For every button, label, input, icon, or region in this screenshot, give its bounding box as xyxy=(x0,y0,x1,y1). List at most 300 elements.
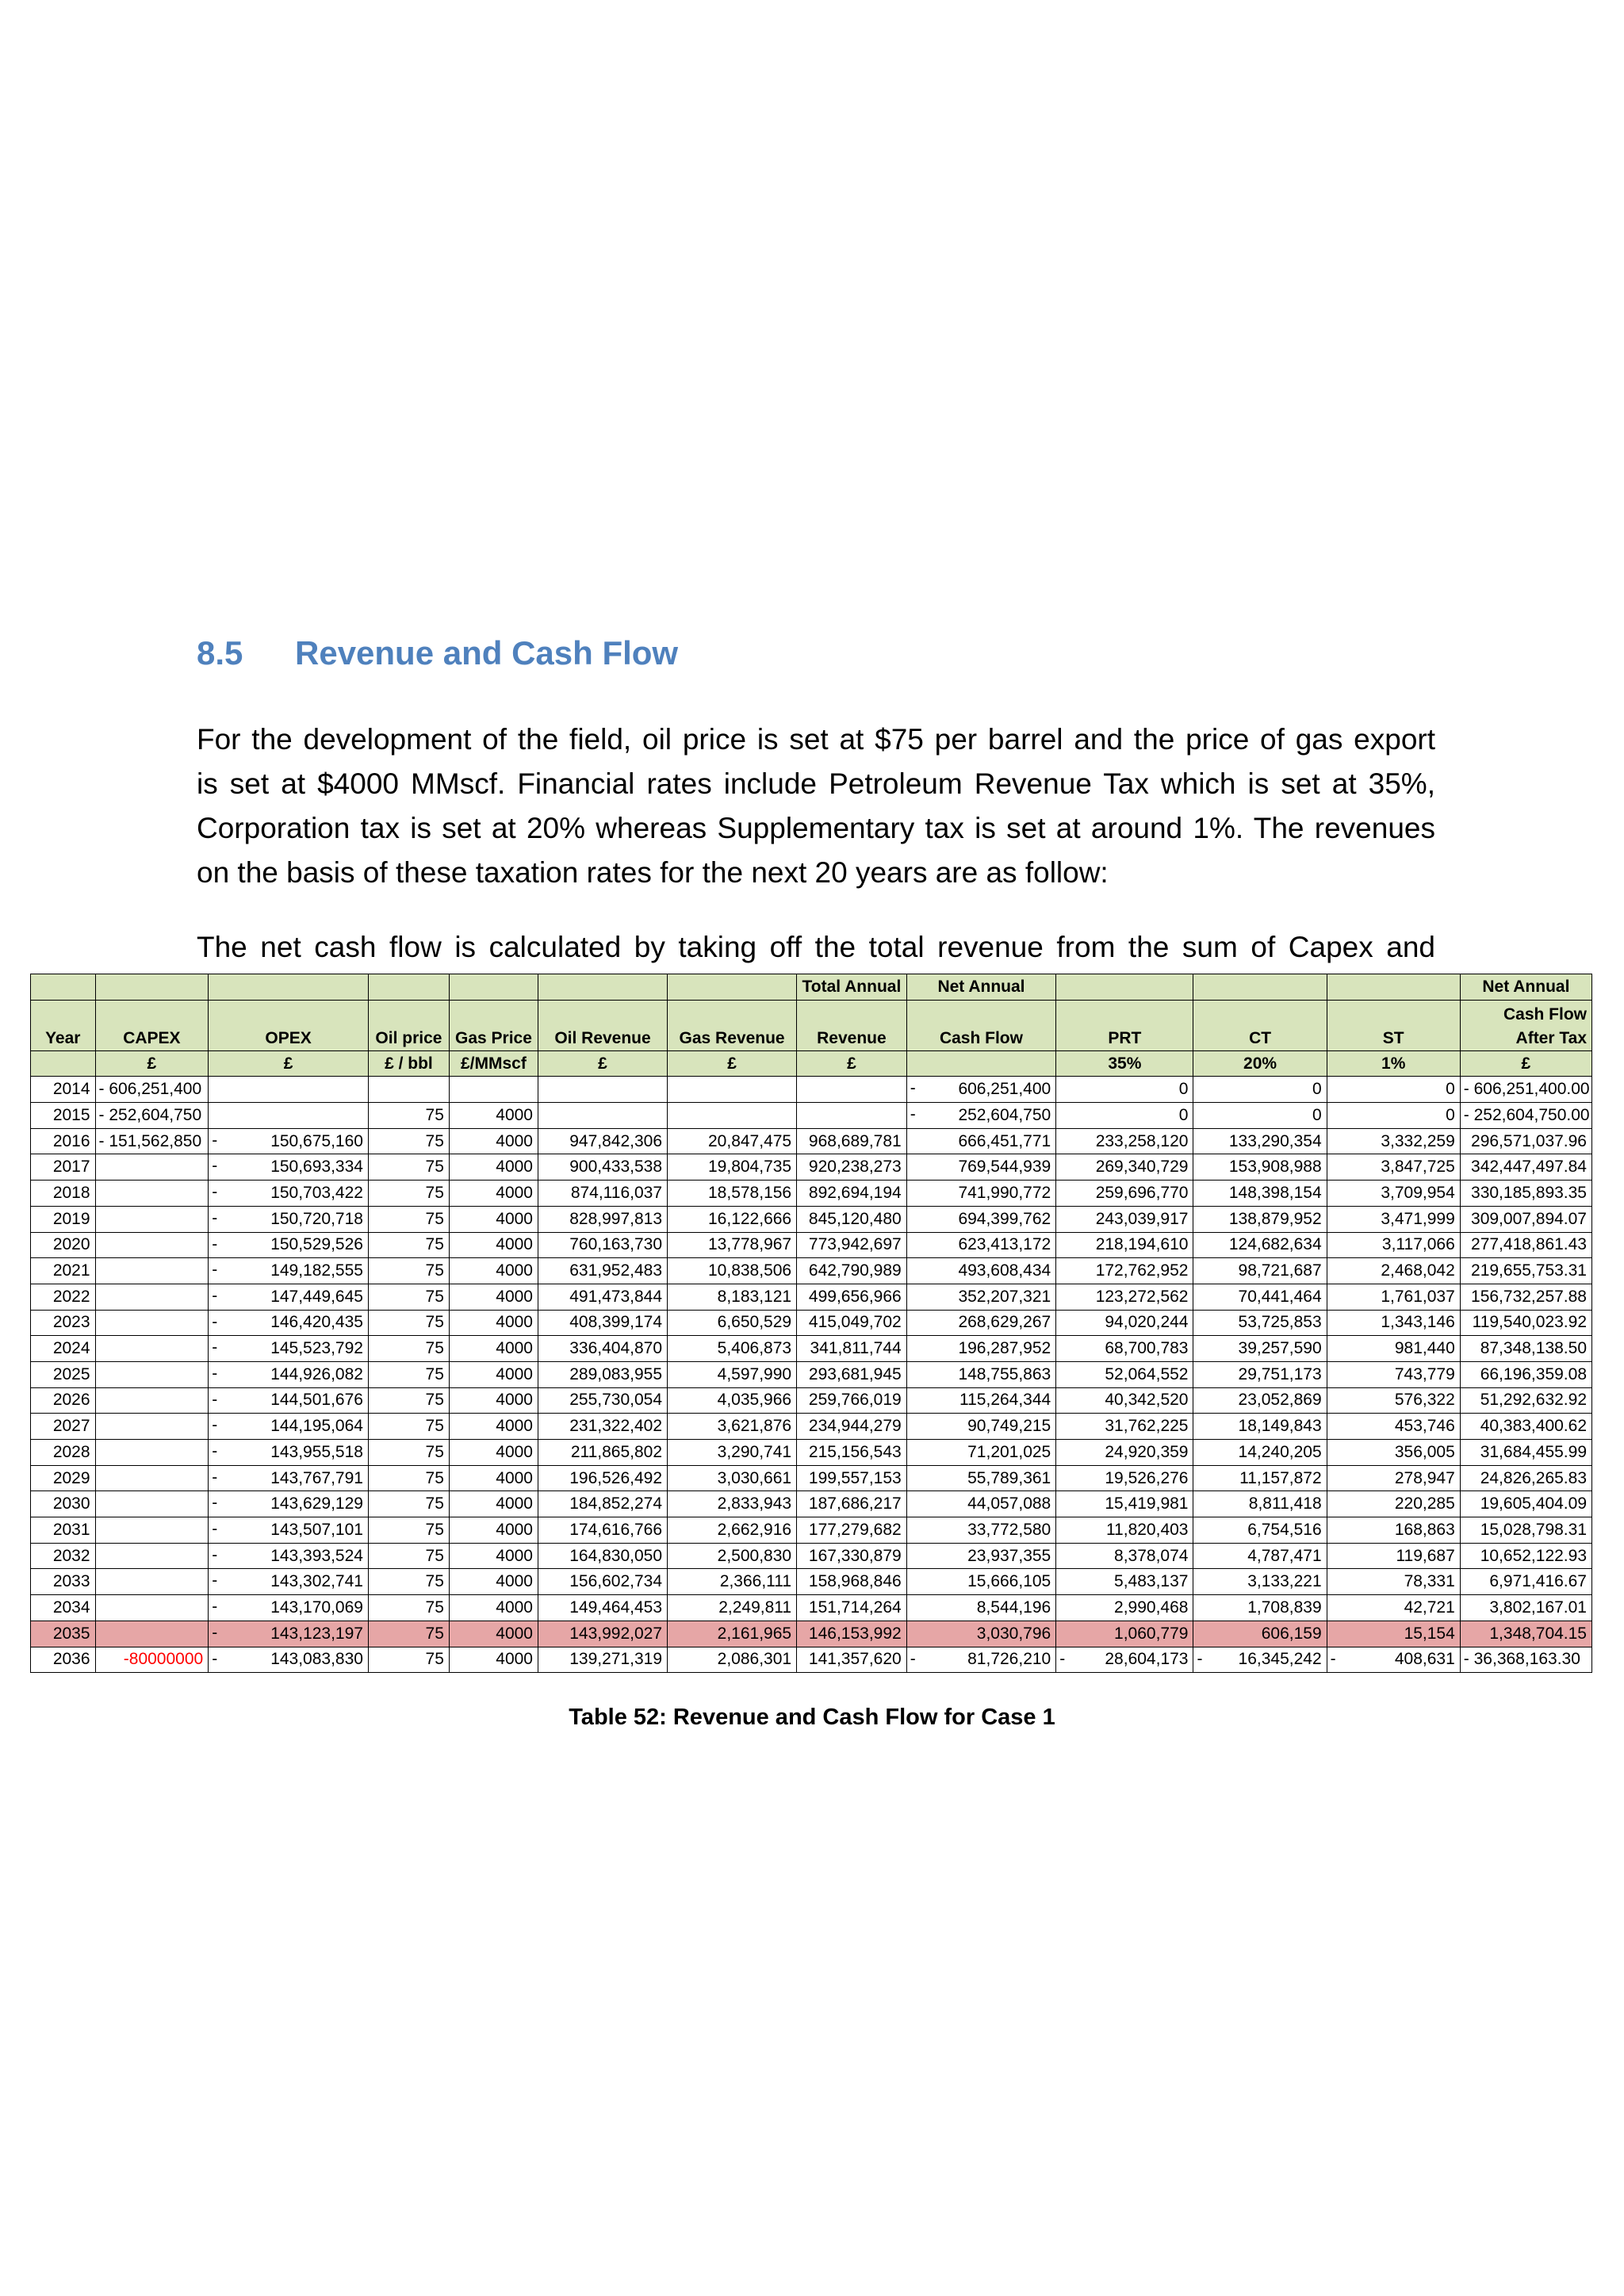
minus-sign: - xyxy=(212,1598,218,1617)
table-cell: 13,778,967 xyxy=(668,1232,797,1258)
table-cell: 75 xyxy=(368,1361,449,1387)
table-cell: 269,340,729 xyxy=(1056,1154,1193,1181)
minus-sign: - xyxy=(910,1079,916,1098)
header-cell: £ xyxy=(95,1050,209,1077)
table-cell: 947,842,306 xyxy=(538,1128,667,1154)
table-cell: 164,830,050 xyxy=(538,1543,667,1569)
table-cell: 278,947 xyxy=(1327,1465,1460,1491)
table-cell: 220,285 xyxy=(1327,1491,1460,1517)
table-cell: 892,694,194 xyxy=(797,1181,907,1207)
cell-value: 252,604,750 xyxy=(958,1105,1051,1124)
table-cell xyxy=(95,1414,209,1440)
table-cell: 920,238,273 xyxy=(797,1154,907,1181)
table-cell: 4000 xyxy=(449,1206,538,1232)
table-row xyxy=(31,1595,1592,1621)
table-cell: 2,366,111 xyxy=(668,1569,797,1595)
table-cell: 119,540,023.92 xyxy=(1460,1310,1591,1336)
table-cell: 0 xyxy=(1193,1103,1327,1129)
cell-value: 28,604,173 xyxy=(1105,1650,1189,1669)
minus-sign: - xyxy=(212,1571,218,1590)
table-cell: 2017 xyxy=(31,1154,96,1181)
table-cell: 156,602,734 xyxy=(538,1569,667,1595)
table-cell: 66,196,359.08 xyxy=(1460,1361,1591,1387)
table-cell xyxy=(95,1258,209,1284)
table-cell xyxy=(209,1284,369,1310)
table-cell: 123,272,562 xyxy=(1056,1284,1193,1310)
table-cell: 491,473,844 xyxy=(538,1284,667,1310)
table-cell: 2034 xyxy=(31,1595,96,1621)
cell-value: 143,123,197 xyxy=(270,1624,363,1643)
table-cell xyxy=(797,1103,907,1129)
table-cell: 415,049,702 xyxy=(797,1310,907,1336)
table-cell: 75 xyxy=(368,1284,449,1310)
minus-sign: - xyxy=(212,1364,218,1383)
table-cell: 44,057,088 xyxy=(906,1491,1056,1517)
table-cell: 1,708,839 xyxy=(1193,1595,1327,1621)
table-cell xyxy=(209,1181,369,1207)
table-cell xyxy=(209,1543,369,1569)
cell-value: 143,393,524 xyxy=(270,1546,363,1565)
table-cell: 218,194,610 xyxy=(1056,1232,1193,1258)
minus-sign: - xyxy=(212,1390,218,1409)
table-cell: 4000 xyxy=(449,1595,538,1621)
minus-sign: - xyxy=(212,1312,218,1331)
table-cell: 139,271,319 xyxy=(538,1647,667,1673)
header-cell xyxy=(906,1050,1056,1077)
table-cell: 18,578,156 xyxy=(668,1181,797,1207)
table-cell: 23,052,869 xyxy=(1193,1387,1327,1414)
table-cell xyxy=(209,1595,369,1621)
table-cell: 75 xyxy=(368,1647,449,1673)
revenue-cashflow-table xyxy=(30,974,1592,1673)
table-cell: 694,399,762 xyxy=(906,1206,1056,1232)
header-cell xyxy=(1056,974,1193,1001)
cell-value: 144,501,676 xyxy=(270,1391,363,1410)
table-cell xyxy=(209,1077,369,1103)
table-cell xyxy=(95,1387,209,1414)
minus-sign: - xyxy=(212,1338,218,1357)
cell-value: 143,629,129 xyxy=(270,1494,363,1513)
table-row xyxy=(31,1206,1592,1232)
header-cell: £ / bbl xyxy=(368,1050,449,1077)
table-row xyxy=(31,1647,1592,1673)
table-cell: 3,802,167.01 xyxy=(1460,1595,1591,1621)
header-cell: CT xyxy=(1193,1000,1327,1050)
table-cell xyxy=(95,1336,209,1362)
header-cell: Oil Revenue xyxy=(538,1000,667,1050)
table-cell: 133,290,354 xyxy=(1193,1128,1327,1154)
table-cell: 75 xyxy=(368,1621,449,1647)
table-cell: 336,404,870 xyxy=(538,1336,667,1362)
table-cell: 5,483,137 xyxy=(1056,1569,1193,1595)
table-cell: 4000 xyxy=(449,1465,538,1491)
table-cell: 167,330,879 xyxy=(797,1543,907,1569)
header-cell xyxy=(1327,974,1460,1001)
table-cell: 499,656,966 xyxy=(797,1284,907,1310)
table-cell: 172,762,952 xyxy=(1056,1258,1193,1284)
table-cell: 211,865,802 xyxy=(538,1440,667,1466)
header-cell xyxy=(368,974,449,1001)
table-cell: 8,811,418 xyxy=(1193,1491,1327,1517)
table-cell xyxy=(449,1077,538,1103)
table-cell: 75 xyxy=(368,1543,449,1569)
table-cell: 341,811,744 xyxy=(797,1336,907,1362)
table-cell: 199,557,153 xyxy=(797,1465,907,1491)
minus-sign: - xyxy=(910,1105,916,1124)
table-cell xyxy=(209,1232,369,1258)
table-cell: 18,149,843 xyxy=(1193,1414,1327,1440)
minus-sign: - xyxy=(212,1545,218,1564)
table-cell: 2035 xyxy=(31,1621,96,1647)
table-cell xyxy=(95,1491,209,1517)
table-row xyxy=(31,1440,1592,1466)
header-cell: ST xyxy=(1327,1000,1460,1050)
table-cell: 52,064,552 xyxy=(1056,1361,1193,1387)
table-cell xyxy=(95,1517,209,1544)
table-cell: - 606,251,400 xyxy=(95,1077,209,1103)
table-cell: 2036 xyxy=(31,1647,96,1673)
table-cell: 11,157,872 xyxy=(1193,1465,1327,1491)
table-cell xyxy=(209,1258,369,1284)
table-cell: 0 xyxy=(1056,1077,1193,1103)
table-cell xyxy=(368,1077,449,1103)
table-cell: 75 xyxy=(368,1595,449,1621)
table-cell: 75 xyxy=(368,1569,449,1595)
table-cell xyxy=(95,1206,209,1232)
header-cell xyxy=(209,974,369,1001)
section-heading xyxy=(197,634,678,672)
table-cell: 119,687 xyxy=(1327,1543,1460,1569)
table-cell xyxy=(209,1647,369,1673)
table-cell: 296,571,037.96 xyxy=(1460,1128,1591,1154)
table-cell: 14,240,205 xyxy=(1193,1440,1327,1466)
table-cell xyxy=(209,1103,369,1129)
minus-sign: - xyxy=(212,1416,218,1435)
table-cell: 75 xyxy=(368,1336,449,1362)
table-cell: 3,471,999 xyxy=(1327,1206,1460,1232)
table-cell: 148,755,863 xyxy=(906,1361,1056,1387)
table-cell: 330,185,893.35 xyxy=(1460,1181,1591,1207)
table-cell: 177,279,682 xyxy=(797,1517,907,1544)
table-row xyxy=(31,1284,1592,1310)
table-cell: 2016 xyxy=(31,1128,96,1154)
table-cell: 356,005 xyxy=(1327,1440,1460,1466)
table-cell: 277,418,861.43 xyxy=(1460,1232,1591,1258)
table-cell: 115,264,344 xyxy=(906,1387,1056,1414)
table-cell: - 606,251,400.00 xyxy=(1460,1077,1591,1103)
table-cell xyxy=(209,1310,369,1336)
table-cell xyxy=(209,1621,369,1647)
table-cell: 4,035,966 xyxy=(668,1387,797,1414)
table-cell: 743,779 xyxy=(1327,1361,1460,1387)
table-cell: 234,944,279 xyxy=(797,1414,907,1440)
table-cell: 2029 xyxy=(31,1465,96,1491)
header-cell xyxy=(31,974,96,1001)
table-cell: 3,030,796 xyxy=(906,1621,1056,1647)
table-row xyxy=(31,1621,1592,1647)
table-row xyxy=(31,1077,1592,1103)
table-cell: 2032 xyxy=(31,1543,96,1569)
table-cell: 19,526,276 xyxy=(1056,1465,1193,1491)
table-cell xyxy=(209,1517,369,1544)
header-cell: Gas Price xyxy=(449,1000,538,1050)
table-cell xyxy=(209,1414,369,1440)
table-cell: 141,357,620 xyxy=(797,1647,907,1673)
minus-sign: - xyxy=(212,1157,218,1176)
table-cell: 40,342,520 xyxy=(1056,1387,1193,1414)
table-cell: 2019 xyxy=(31,1206,96,1232)
table-cell: 3,709,954 xyxy=(1327,1181,1460,1207)
table-cell: 2020 xyxy=(31,1232,96,1258)
table-cell: 631,952,483 xyxy=(538,1258,667,1284)
minus-sign: - xyxy=(212,1520,218,1539)
table-cell xyxy=(538,1103,667,1129)
cell-value: 408,631 xyxy=(1394,1650,1455,1669)
table-cell: 75 xyxy=(368,1206,449,1232)
table-cell: 4000 xyxy=(449,1310,538,1336)
table-cell xyxy=(1193,1647,1327,1673)
table-cell: 4000 xyxy=(449,1569,538,1595)
table-cell: 90,749,215 xyxy=(906,1414,1056,1440)
table-cell: 259,696,770 xyxy=(1056,1181,1193,1207)
table-cell: 24,920,359 xyxy=(1056,1440,1193,1466)
table-cell: 75 xyxy=(368,1258,449,1284)
table-cell: 342,447,497.84 xyxy=(1460,1154,1591,1181)
table-cell: 184,852,274 xyxy=(538,1491,667,1517)
minus-sign: - xyxy=(910,1649,916,1668)
table-cell: 8,378,074 xyxy=(1056,1543,1193,1569)
table-cell: 196,287,952 xyxy=(906,1336,1056,1362)
table-row xyxy=(31,1336,1592,1362)
table-row xyxy=(31,1387,1592,1414)
minus-sign: - xyxy=(212,1286,218,1305)
table-cell: 33,772,580 xyxy=(906,1517,1056,1544)
minus-sign: - xyxy=(212,1468,218,1487)
table-cell: 4000 xyxy=(449,1647,538,1673)
header-cell: Oil price xyxy=(368,1000,449,1050)
table-cell: 124,682,634 xyxy=(1193,1232,1327,1258)
table-cell xyxy=(95,1543,209,1569)
table-cell xyxy=(797,1077,907,1103)
table-cell: 0 xyxy=(1056,1103,1193,1129)
table-cell xyxy=(95,1310,209,1336)
table-cell: 3,117,066 xyxy=(1327,1232,1460,1258)
table-cell: 51,292,632.92 xyxy=(1460,1387,1591,1414)
table-cell: 268,629,267 xyxy=(906,1310,1056,1336)
table-cell xyxy=(209,1440,369,1466)
table-cell xyxy=(209,1361,369,1387)
header-cell xyxy=(31,1050,96,1077)
table-cell: 0 xyxy=(1193,1077,1327,1103)
table-cell xyxy=(209,1569,369,1595)
table-cell: 215,156,543 xyxy=(797,1440,907,1466)
table-cell: 4000 xyxy=(449,1154,538,1181)
table-cell: 2022 xyxy=(31,1284,96,1310)
table-cell: 576,322 xyxy=(1327,1387,1460,1414)
minus-sign: - xyxy=(212,1442,218,1460)
table-cell: 68,700,783 xyxy=(1056,1336,1193,1362)
header-cell: Cash Flow After Tax xyxy=(1460,1000,1591,1050)
cell-value: 150,720,718 xyxy=(270,1209,363,1228)
table-cell: 148,398,154 xyxy=(1193,1181,1327,1207)
table-cell: 4000 xyxy=(449,1284,538,1310)
table-cell: 151,714,264 xyxy=(797,1595,907,1621)
header-cell: Total Annual xyxy=(797,974,907,1001)
table-cell: 4000 xyxy=(449,1543,538,1569)
cell-value: 150,693,334 xyxy=(270,1158,363,1177)
table-row xyxy=(31,1232,1592,1258)
header-cell xyxy=(449,974,538,1001)
minus-sign: - xyxy=(212,1649,218,1668)
header-row xyxy=(31,974,1592,1001)
table-cell: 15,154 xyxy=(1327,1621,1460,1647)
table-cell: 19,804,735 xyxy=(668,1154,797,1181)
table-cell: 2,662,916 xyxy=(668,1517,797,1544)
table-cell: 149,464,453 xyxy=(538,1595,667,1621)
table-cell: 31,762,225 xyxy=(1056,1414,1193,1440)
table-cell xyxy=(209,1154,369,1181)
table-cell xyxy=(1056,1647,1193,1673)
table-cell xyxy=(668,1077,797,1103)
table-cell: 174,616,766 xyxy=(538,1517,667,1544)
cell-value: 145,523,792 xyxy=(270,1339,363,1358)
header-cell xyxy=(1193,974,1327,1001)
table-cell xyxy=(209,1128,369,1154)
table-cell: 2,990,468 xyxy=(1056,1595,1193,1621)
table-cell: 75 xyxy=(368,1491,449,1517)
header-row xyxy=(31,1050,1592,1077)
minus-sign: - xyxy=(212,1183,218,1202)
header-cell xyxy=(668,974,797,1001)
table-cell: 2023 xyxy=(31,1310,96,1336)
table-cell: 6,971,416.67 xyxy=(1460,1569,1591,1595)
header-cell: £ xyxy=(668,1050,797,1077)
table-cell: 2015 xyxy=(31,1103,96,1129)
table-row xyxy=(31,1569,1592,1595)
table-cell: 293,681,945 xyxy=(797,1361,907,1387)
table-cell: 23,937,355 xyxy=(906,1543,1056,1569)
table-cell: 4000 xyxy=(449,1361,538,1387)
table-row xyxy=(31,1181,1592,1207)
table-cell: 760,163,730 xyxy=(538,1232,667,1258)
minus-sign: - xyxy=(212,1261,218,1280)
table-cell: 2026 xyxy=(31,1387,96,1414)
table-cell: 219,655,753.31 xyxy=(1460,1258,1591,1284)
table-cell: 4000 xyxy=(449,1440,538,1466)
table-cell: 4000 xyxy=(449,1103,538,1129)
cell-value: 143,170,069 xyxy=(270,1598,363,1617)
table-cell: 4000 xyxy=(449,1336,538,1362)
header-cell: 1% xyxy=(1327,1050,1460,1077)
minus-sign: - xyxy=(1197,1649,1203,1668)
table-cell xyxy=(209,1387,369,1414)
table-cell: 3,332,259 xyxy=(1327,1128,1460,1154)
header-cell: PRT xyxy=(1056,1000,1193,1050)
table-cell: 15,419,981 xyxy=(1056,1491,1193,1517)
table-cell: 2,833,943 xyxy=(668,1491,797,1517)
minus-sign: - xyxy=(212,1623,218,1642)
cell-value: 143,507,101 xyxy=(270,1520,363,1539)
table-cell: 8,183,121 xyxy=(668,1284,797,1310)
table-cell: 255,730,054 xyxy=(538,1387,667,1414)
table-cell: 642,790,989 xyxy=(797,1258,907,1284)
table-cell: 4,597,990 xyxy=(668,1361,797,1387)
table-cell: 493,608,434 xyxy=(906,1258,1056,1284)
minus-sign: - xyxy=(212,1208,218,1227)
table-cell xyxy=(209,1206,369,1232)
table-cell: 75 xyxy=(368,1310,449,1336)
table-cell: 53,725,853 xyxy=(1193,1310,1327,1336)
table-cell: 55,789,361 xyxy=(906,1465,1056,1491)
table-cell: 4000 xyxy=(449,1387,538,1414)
header-row xyxy=(31,1000,1592,1050)
paragraph-line: Corporation tax is set at 20% whereas Supplementary tax is set at around 1%. The revenues xyxy=(197,812,1435,844)
cell-value: 143,302,741 xyxy=(270,1572,363,1591)
table-cell: -80000000 xyxy=(95,1647,209,1673)
table-cell: - 36,368,163.30 xyxy=(1460,1647,1591,1673)
cell-value: 144,926,082 xyxy=(270,1364,363,1383)
table-row xyxy=(31,1361,1592,1387)
table-cell: 623,413,172 xyxy=(906,1232,1056,1258)
table-cell xyxy=(95,1181,209,1207)
table-row xyxy=(31,1465,1592,1491)
table-cell: 8,544,196 xyxy=(906,1595,1056,1621)
table-cell: 75 xyxy=(368,1232,449,1258)
table-cell: 4000 xyxy=(449,1414,538,1440)
section-number: 8.5 xyxy=(197,634,243,672)
table-cell: 29,751,173 xyxy=(1193,1361,1327,1387)
minus-sign: - xyxy=(1330,1649,1336,1668)
intro-paragraph xyxy=(197,718,1435,895)
table-cell: 1,348,704.15 xyxy=(1460,1621,1591,1647)
table-cell: 20,847,475 xyxy=(668,1128,797,1154)
table-cell: 6,650,529 xyxy=(668,1310,797,1336)
cell-value: 144,195,064 xyxy=(270,1417,363,1436)
table-cell: 233,258,120 xyxy=(1056,1128,1193,1154)
table-cell: 98,721,687 xyxy=(1193,1258,1327,1284)
table-cell: 146,153,992 xyxy=(797,1621,907,1647)
table-cell: 153,908,988 xyxy=(1193,1154,1327,1181)
cell-value: 150,675,160 xyxy=(270,1131,363,1150)
cashflow-paragraph xyxy=(197,925,1435,970)
table-cell xyxy=(209,1491,369,1517)
table-cell: 4000 xyxy=(449,1128,538,1154)
header-cell: CAPEX xyxy=(95,1000,209,1050)
table-cell: 75 xyxy=(368,1387,449,1414)
table-cell: 75 xyxy=(368,1103,449,1129)
table-cell: 75 xyxy=(368,1414,449,1440)
table-cell xyxy=(95,1621,209,1647)
cell-value: 16,345,242 xyxy=(1238,1650,1322,1669)
table-row xyxy=(31,1154,1592,1181)
cell-value: 150,703,422 xyxy=(270,1183,363,1202)
paragraph-line: For the development of the field, oil price is set at $75 per barrel and the price of gas export xyxy=(197,723,1435,756)
table-cell: 3,621,876 xyxy=(668,1414,797,1440)
table-cell: 0 xyxy=(1327,1077,1460,1103)
paragraph-line: The net cash flow is calculated by taking off the total revenue from the sum of Capex and xyxy=(197,931,1435,963)
table-cell xyxy=(906,1103,1056,1129)
table-cell xyxy=(668,1103,797,1129)
table-cell: 4,787,471 xyxy=(1193,1543,1327,1569)
table-cell: 75 xyxy=(368,1128,449,1154)
table-cell: 158,968,846 xyxy=(797,1569,907,1595)
table-cell: 769,544,939 xyxy=(906,1154,1056,1181)
table-cell xyxy=(95,1154,209,1181)
table-cell: 187,686,217 xyxy=(797,1491,907,1517)
table-cell: 408,399,174 xyxy=(538,1310,667,1336)
header-cell: £/MMscf xyxy=(449,1050,538,1077)
table-cell: 2030 xyxy=(31,1491,96,1517)
